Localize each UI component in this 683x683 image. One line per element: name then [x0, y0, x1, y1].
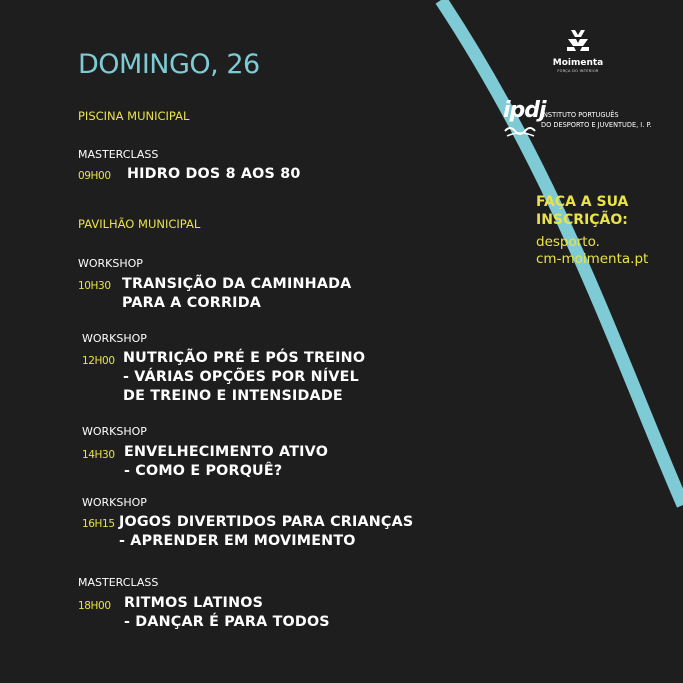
event-type: MASTERCLASS — [78, 576, 159, 589]
event-type: WORKSHOP — [78, 257, 143, 270]
event-title-line: NUTRIÇÃO PRÉ E PÓS TREINO — [123, 350, 366, 366]
signup-link[interactable] — [536, 234, 648, 268]
signup-heading-line: FAÇA A SUA — [536, 194, 629, 210]
venue-label-pavilion: PAVILHÃO MUNICIPAL — [78, 217, 201, 231]
event-title-line: - APRENDER EM MOVIMENTO — [119, 533, 356, 549]
ipdj-name — [541, 110, 652, 130]
ipdj-mark: ipdj — [503, 98, 546, 123]
event-title-line: HIDRO DOS 8 AOS 80 — [127, 166, 301, 182]
event-type: WORKSHOP — [82, 332, 147, 345]
event-title-line: PARA A CORRIDA — [122, 295, 262, 311]
event-title — [119, 513, 413, 551]
event-title-line: DE TREINO E INTENSIDADE — [123, 388, 343, 404]
event-title-line: TRANSIÇÃO DA CAMINHADA — [122, 276, 352, 292]
ipdj-name-line: INSTITUTO PORTUGUÊS — [541, 111, 619, 119]
signup-link-line[interactable]: cm-moimenta.pt — [536, 251, 649, 267]
event-type: WORKSHOP — [82, 496, 147, 509]
event-title-line: - VÁRIAS OPÇÕES POR NÍVEL — [123, 369, 359, 385]
event-time: 09H00 — [78, 170, 111, 182]
venue-label-pool: PISCINA MUNICIPAL — [78, 109, 190, 123]
event-title-line: ENVELHECIMENTO ATIVO — [124, 444, 329, 460]
signup-heading-line: INSCRIÇÃO: — [536, 212, 628, 228]
ipdj-logo — [503, 98, 673, 138]
event-title-line: JOGOS DIVERTIDOS PARA CRIANÇAS — [119, 514, 414, 530]
ipdj-name-line: DO DESPORTO E JUVENTUDE, I. P. — [541, 121, 652, 129]
event-time: 16H15 — [82, 518, 115, 530]
event-title — [124, 443, 328, 481]
event-title — [127, 165, 301, 184]
moimenta-tagline: FORÇA DO INTERIOR — [557, 69, 599, 73]
event-title — [123, 349, 365, 406]
event-title — [124, 594, 330, 632]
wave-icon — [504, 125, 538, 137]
signup-heading — [536, 193, 628, 229]
event-time: 14H30 — [82, 449, 115, 461]
event-title-line: - COMO E PORQUÊ? — [124, 463, 283, 479]
event-type: WORKSHOP — [82, 425, 147, 438]
page-title: DOMINGO, 26 — [78, 49, 260, 80]
event-title-line: RITMOS LATINOS — [124, 595, 264, 611]
moimenta-emblem-icon — [565, 28, 591, 52]
moimenta-logo — [548, 28, 608, 73]
moimenta-brand: Moimenta — [552, 58, 604, 68]
event-title-line: - DANÇAR É PARA TODOS — [124, 614, 330, 630]
event-time: 18H00 — [78, 600, 111, 612]
event-time: 10H30 — [78, 280, 111, 292]
event-title — [122, 275, 351, 313]
signup-link-line[interactable]: desporto. — [536, 234, 600, 250]
event-type: MASTERCLASS — [78, 148, 159, 161]
event-time: 12H00 — [82, 355, 115, 367]
